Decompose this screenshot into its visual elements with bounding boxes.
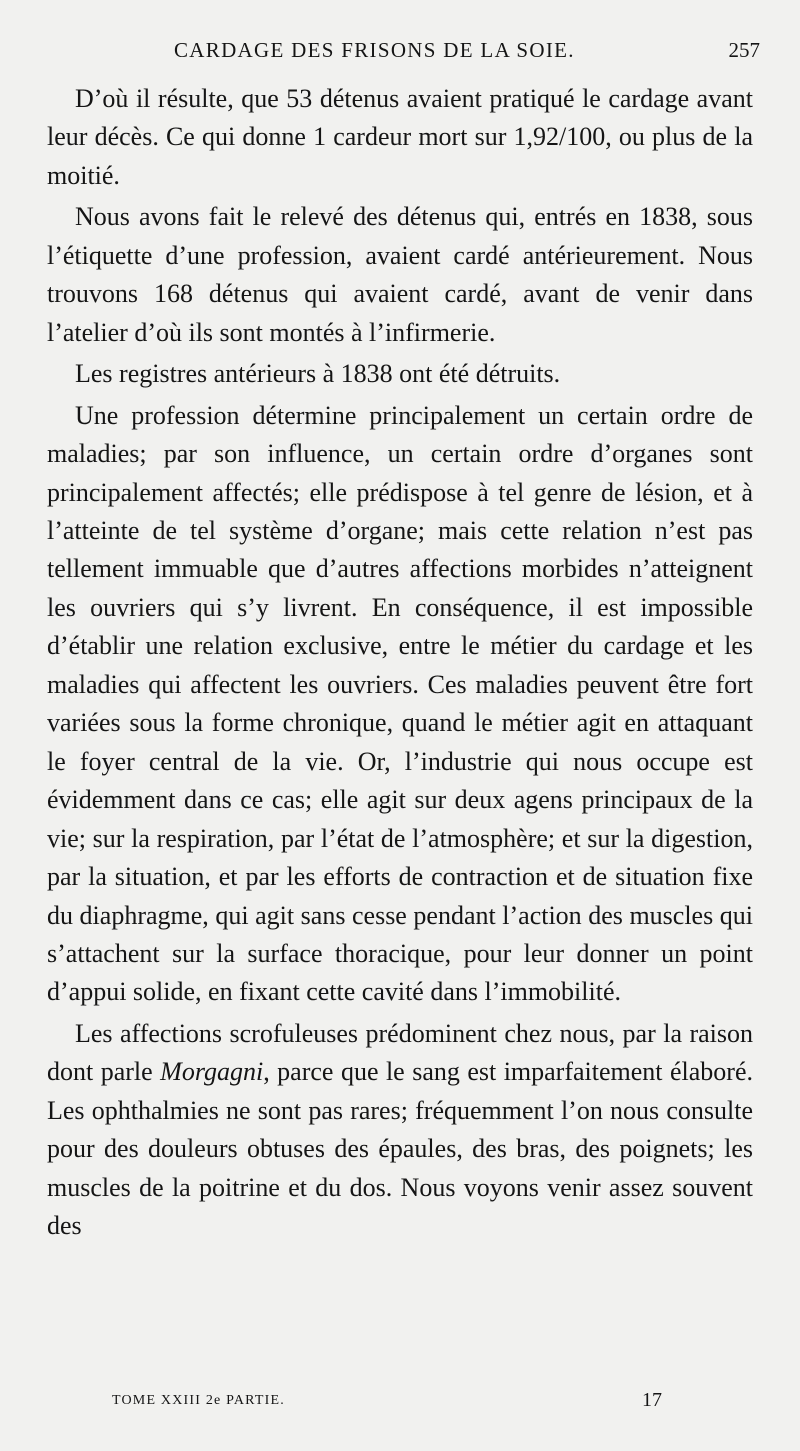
page-number: 257 — [728, 38, 760, 62]
paragraph: Une profession détermine principalement un certain ordre de maladies; par son influence, un certain ordre d’organes sont principalement affectés; elle prédispose à tel genre de lésion, et à l’atteinte de tel système d’organe; mais cette relation n’est pas tellement immuable que d’autres affections morbides n’atteignent les ouvriers qui s’y livrent. En conséquence, il est impossible d’établir une relation exclusive, entre le métier du cardage et les maladies qui affectent les ouvriers. Ces maladies peuvent être fort variées sous la forme chronique, quand le métier agit en attaquant le foyer central de la vie. Or, l’industrie qui nous occupe est évidemment dans ce cas; elle agit sur deux agens principaux de la vie; sur la respiration, par l’état de l’atmosphère; et sur la digestion, par la situation, et par les efforts de contraction et de situation fixe du diaphragme, qui agit sans cesse pendant l’action des muscles qui s’attachent sur la surface thoracique, pour leur donner un point d’appui solide, en fixant cette cavité dans l’immobilité. — [47, 400, 753, 1007]
signature-mark: TOME XXIII 2e PARTIE. — [112, 1393, 285, 1408]
paragraph: Nous avons fait le relevé des détenus qui, entrés en 1838, sous l’étiquette d’une profession, avaient cardé antérieurement. Nous trouvons 168 détenus qui avaient cardé, avant de venir dans l’atelier d’où ils sont montés à l’infirmerie. — [47, 202, 753, 347]
running-head — [48, 38, 760, 72]
page-footer — [112, 1389, 672, 1417]
signature-number: 17 — [642, 1389, 662, 1411]
text-run: , parce que le sang est imparfaitement élaboré. Les ophthalmies ne sont pas rares; fréquemment l’on nous consulte pour des douleurs obtuses des épaules, des bras, des poignets; les muscles de la poitrine et du dos. Nous voyons venir assez souvent des — [47, 1057, 753, 1241]
paragraph: Les registres antérieurs à 1838 ont été détruits. — [75, 359, 561, 389]
running-title: CARDAGE DES FRISONS DE LA SOIE. — [174, 38, 575, 62]
text-run: Les affections scrofuleuses prédominent chez nous, par la raison dont parle — [47, 1018, 753, 1087]
paragraph-last — [47, 1015, 753, 1246]
italic-name: Morgagni — [160, 1057, 264, 1087]
body-text — [47, 80, 753, 1246]
paragraph: D’où il résulte, que 53 détenus avaient pratiqué le cardage avant leur décès. Ce qui donne 1 cardeur mort sur 1,92/100, ou plus de la moitié. — [47, 84, 753, 190]
